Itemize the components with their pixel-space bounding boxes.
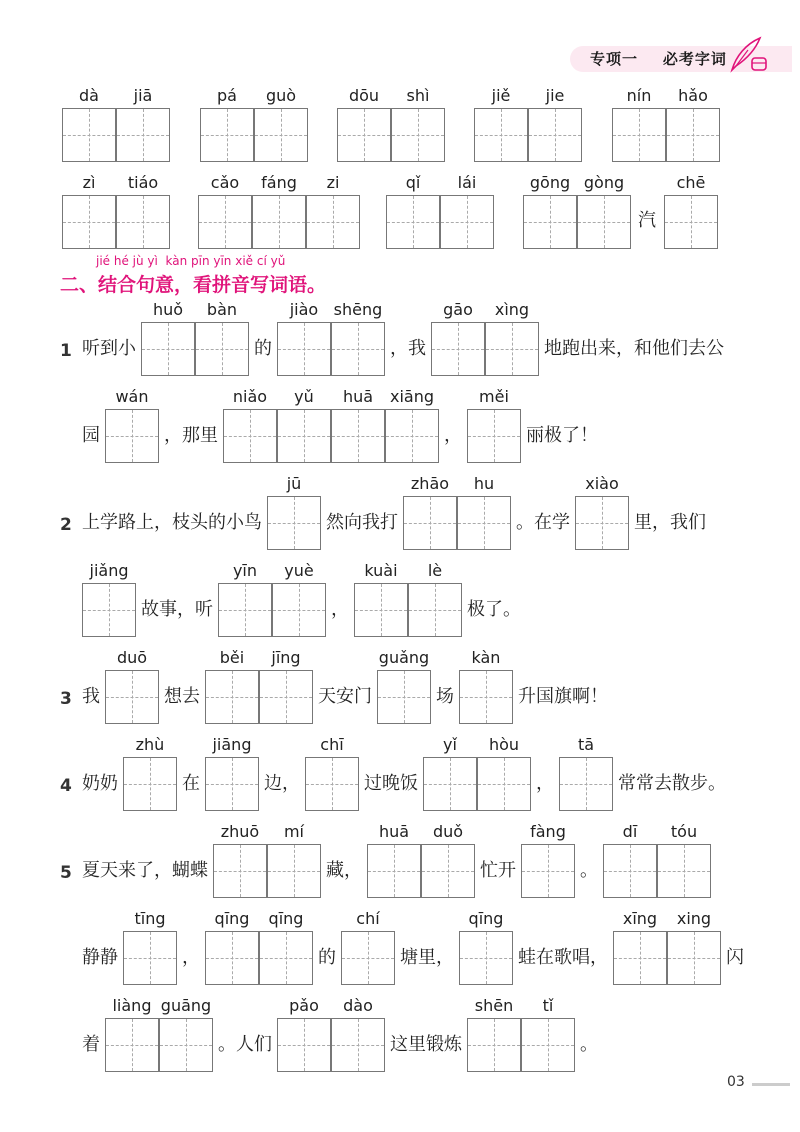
- writing-box[interactable]: [116, 195, 170, 249]
- writing-box[interactable]: [559, 757, 613, 811]
- sentence-text: 升国旗啊！: [517, 686, 608, 707]
- sentence-text: 想去: [163, 686, 200, 707]
- writing-box[interactable]: [521, 844, 575, 898]
- pinyin-label: kàn: [471, 648, 501, 667]
- writing-box[interactable]: [123, 757, 177, 811]
- writing-box[interactable]: [82, 583, 136, 637]
- pinyin-label: bàn: [206, 300, 238, 319]
- pinyin-label: wán: [115, 387, 149, 406]
- writing-box[interactable]: [277, 1018, 331, 1072]
- pinyin-label: yǔ: [294, 387, 314, 406]
- sentence-text: 丽极了！: [525, 425, 598, 446]
- writing-box[interactable]: [267, 844, 321, 898]
- pinyin-label: guǎng: [378, 648, 430, 667]
- pinyin-label: zhuō: [220, 822, 260, 841]
- writing-box[interactable]: [408, 583, 462, 637]
- pinyin-label: fàng: [530, 822, 566, 841]
- pinyin-label: jiě: [491, 86, 511, 105]
- sentence-text: 夏天来了，蝴蝶: [82, 860, 208, 881]
- pinyin-label: jiāng: [212, 735, 252, 754]
- pinyin-label: dào: [343, 996, 373, 1015]
- writing-box[interactable]: [259, 931, 313, 985]
- sentence-text: 里，我们: [633, 512, 706, 533]
- pinyin-label: pá: [217, 86, 237, 105]
- prefix-char: 汽: [638, 210, 656, 231]
- pinyin-label: lái: [457, 173, 477, 192]
- sentence-text: 地跑出来，和他们去公: [543, 338, 724, 359]
- pinyin-label: dà: [79, 86, 99, 105]
- writing-box[interactable]: [218, 583, 272, 637]
- sentence-text: 园: [82, 425, 100, 446]
- pinyin-label: yuè: [284, 561, 314, 580]
- pinyin-label: lè: [427, 561, 443, 580]
- pinyin-label: pǎo: [289, 996, 319, 1015]
- pinyin-label: gāo: [443, 300, 473, 319]
- pinyin-label: jīng: [271, 648, 301, 667]
- pinyin-label: hòu: [488, 735, 520, 754]
- section-two-title-pinyin: jié hé jù yì kàn pīn yīn xiě cí yǔ: [96, 254, 286, 268]
- pinyin-label: duǒ: [432, 822, 464, 841]
- writing-box[interactable]: [141, 322, 195, 376]
- writing-box[interactable]: [666, 108, 720, 162]
- pinyin-label: huǒ: [152, 300, 184, 319]
- writing-box[interactable]: [272, 583, 326, 637]
- writing-box[interactable]: [667, 931, 721, 985]
- sentence-text: 。: [579, 1034, 598, 1055]
- pinyin-label: tīng: [134, 909, 166, 928]
- pinyin-label: chē: [676, 173, 706, 192]
- writing-box[interactable]: [403, 496, 457, 550]
- pinyin-label: qīng: [214, 909, 250, 928]
- sentence-text: 这里锻炼: [389, 1034, 462, 1055]
- writing-box[interactable]: [459, 670, 513, 724]
- sentence-text: 静静: [82, 947, 118, 968]
- writing-box[interactable]: [459, 931, 513, 985]
- pinyin-label: hu: [473, 474, 495, 493]
- sentence-text: 然向我打: [325, 512, 398, 533]
- sentence-text: 蛙在歌唱，: [517, 947, 608, 968]
- writing-box[interactable]: [423, 757, 477, 811]
- pinyin-label: chī: [320, 735, 344, 754]
- writing-box[interactable]: [657, 844, 711, 898]
- sentence-text: 边，: [263, 773, 300, 794]
- pinyin-label: huā: [378, 822, 410, 841]
- writing-box[interactable]: [62, 195, 116, 249]
- pinyin-label: zhù: [135, 735, 165, 754]
- writing-box[interactable]: [612, 108, 666, 162]
- pinyin-label: dī: [622, 822, 638, 841]
- writing-box[interactable]: [252, 195, 306, 249]
- writing-box[interactable]: [337, 108, 391, 162]
- sentence-text: 藏，: [325, 860, 362, 881]
- sentence-text: 闪: [725, 947, 744, 968]
- writing-box[interactable]: [306, 195, 360, 249]
- sentence-text: 我: [82, 686, 100, 707]
- pinyin-label: yǐ: [443, 735, 457, 754]
- sentence-text: 常常去散步。: [617, 773, 726, 794]
- sentence-text: 着: [82, 1034, 100, 1055]
- sentence-text: 塘里，: [399, 947, 454, 968]
- pinyin-label: yīn: [232, 561, 258, 580]
- writing-box[interactable]: [305, 757, 359, 811]
- writing-box[interactable]: [105, 1018, 159, 1072]
- writing-box[interactable]: [205, 670, 259, 724]
- writing-box[interactable]: [377, 670, 431, 724]
- writing-box[interactable]: [477, 757, 531, 811]
- pinyin-label: liàng: [112, 996, 152, 1015]
- writing-box[interactable]: [341, 931, 395, 985]
- pinyin-label: zi: [326, 173, 340, 192]
- sentence-text: ，: [330, 599, 349, 620]
- pinyin-label: mí: [283, 822, 304, 841]
- writing-box[interactable]: [198, 195, 252, 249]
- pinyin-label: fáng: [261, 173, 297, 192]
- writing-box[interactable]: [575, 496, 629, 550]
- writing-box[interactable]: [385, 409, 439, 463]
- question-number: 4: [60, 776, 72, 796]
- writing-box[interactable]: [331, 322, 385, 376]
- pinyin-label: jiào: [289, 300, 319, 319]
- pinyin-label: kuài: [364, 561, 398, 580]
- question-number: 5: [60, 863, 72, 883]
- sentence-text: 。在学: [515, 512, 570, 533]
- writing-box[interactable]: [367, 844, 421, 898]
- writing-box[interactable]: [254, 108, 308, 162]
- sentence-text: 奶奶: [82, 773, 118, 794]
- pinyin-label: guò: [265, 86, 297, 105]
- pinyin-label: qīng: [468, 909, 504, 928]
- page-number-rule: [752, 1083, 790, 1086]
- pinyin-label: xìng: [494, 300, 530, 319]
- sentence-text: 忙开: [479, 860, 516, 881]
- pinyin-label: zhāo: [410, 474, 450, 493]
- pinyin-label: tā: [577, 735, 595, 754]
- pinyin-label: cǎo: [210, 173, 240, 192]
- writing-box[interactable]: [200, 108, 254, 162]
- writing-box[interactable]: [421, 844, 475, 898]
- sentence-text: ，我: [389, 338, 426, 359]
- writing-box[interactable]: [467, 409, 521, 463]
- pinyin-label: jiā: [133, 86, 153, 105]
- pinyin-label: hǎo: [678, 86, 708, 105]
- writing-box[interactable]: [664, 195, 718, 249]
- writing-box[interactable]: [613, 931, 667, 985]
- question-number: 1: [60, 341, 72, 361]
- pinyin-label: xīng: [622, 909, 658, 928]
- writing-box[interactable]: [354, 583, 408, 637]
- pinyin-label: chí: [356, 909, 380, 928]
- pinyin-label: huā: [342, 387, 374, 406]
- writing-box[interactable]: [267, 496, 321, 550]
- pinyin-label: tǐ: [542, 996, 554, 1015]
- writing-box[interactable]: [259, 670, 313, 724]
- pinyin-label: gōng: [529, 173, 571, 192]
- pinyin-label: xiào: [585, 474, 619, 493]
- writing-box[interactable]: [105, 670, 159, 724]
- writing-box[interactable]: [528, 108, 582, 162]
- pinyin-label: měi: [479, 387, 509, 406]
- sentence-text: ，: [535, 773, 554, 794]
- writing-box[interactable]: [116, 108, 170, 162]
- sentence-text: 过晚饭: [363, 773, 418, 794]
- writing-box[interactable]: [331, 1018, 385, 1072]
- pinyin-label: shì: [406, 86, 430, 105]
- pinyin-label: guāng: [160, 996, 212, 1015]
- pinyin-label: jie: [545, 86, 565, 105]
- writing-box[interactable]: [467, 1018, 521, 1072]
- writing-box[interactable]: [457, 496, 511, 550]
- sentence-text: 。: [579, 860, 598, 881]
- writing-box[interactable]: [485, 322, 539, 376]
- sentence-text: 听到小: [82, 338, 136, 359]
- section-two-title: 二、结合句意，看拼音写词语。: [60, 274, 327, 296]
- writing-box[interactable]: [440, 195, 494, 249]
- question-number: 2: [60, 515, 72, 535]
- pinyin-label: xing: [676, 909, 712, 928]
- writing-box[interactable]: [105, 409, 159, 463]
- pinyin-label: niǎo: [232, 387, 268, 406]
- sentence-text: ，: [443, 425, 462, 446]
- sentence-text: 天安门: [317, 686, 372, 707]
- sentence-text: ，: [181, 947, 200, 968]
- pinyin-label: zì: [82, 173, 96, 192]
- writing-box[interactable]: [431, 322, 485, 376]
- question-number: 3: [60, 689, 72, 709]
- writing-box[interactable]: [386, 195, 440, 249]
- writing-box[interactable]: [223, 409, 277, 463]
- sentence-text: 故事，听: [141, 599, 213, 620]
- pinyin-label: qǐ: [405, 173, 421, 192]
- pinyin-label: dōu: [348, 86, 380, 105]
- pinyin-label: shēng: [333, 300, 383, 319]
- writing-box[interactable]: [195, 322, 249, 376]
- writing-box[interactable]: [277, 409, 331, 463]
- writing-box[interactable]: [277, 322, 331, 376]
- writing-box[interactable]: [123, 931, 177, 985]
- pinyin-label: duō: [116, 648, 148, 667]
- feather-ink-icon: [726, 34, 770, 74]
- writing-box[interactable]: [523, 195, 577, 249]
- sentence-text: 在: [181, 773, 200, 794]
- sentence-text: 场: [435, 686, 454, 707]
- sentence-text: 极了。: [466, 599, 521, 620]
- writing-box[interactable]: [521, 1018, 575, 1072]
- writing-box[interactable]: [577, 195, 631, 249]
- pinyin-label: nín: [626, 86, 652, 105]
- writing-box[interactable]: [205, 931, 259, 985]
- sentence-text: 。人们: [217, 1034, 272, 1055]
- pinyin-label: gòng: [583, 173, 625, 192]
- page-number: 03: [727, 1074, 745, 1090]
- pinyin-label: qīng: [268, 909, 304, 928]
- writing-box[interactable]: [391, 108, 445, 162]
- pinyin-label: shēn: [474, 996, 514, 1015]
- sentence-text: 上学路上，枝头的小鸟: [82, 512, 262, 533]
- pinyin-label: tóu: [670, 822, 698, 841]
- writing-box[interactable]: [62, 108, 116, 162]
- pinyin-label: běi: [219, 648, 245, 667]
- pinyin-label: jiǎng: [89, 561, 129, 580]
- sentence-text: ，那里: [163, 425, 218, 446]
- sentence-text: 的: [253, 338, 272, 359]
- sentence-text: 的: [317, 947, 336, 968]
- writing-box[interactable]: [474, 108, 528, 162]
- writing-box[interactable]: [331, 409, 385, 463]
- pinyin-label: jū: [286, 474, 302, 493]
- writing-box[interactable]: [213, 844, 267, 898]
- writing-box[interactable]: [205, 757, 259, 811]
- writing-box[interactable]: [159, 1018, 213, 1072]
- pinyin-label: tiáo: [127, 173, 159, 192]
- page-header-title: 专项一 必考字词: [590, 50, 727, 68]
- writing-box[interactable]: [603, 844, 657, 898]
- pinyin-label: xiāng: [389, 387, 434, 406]
